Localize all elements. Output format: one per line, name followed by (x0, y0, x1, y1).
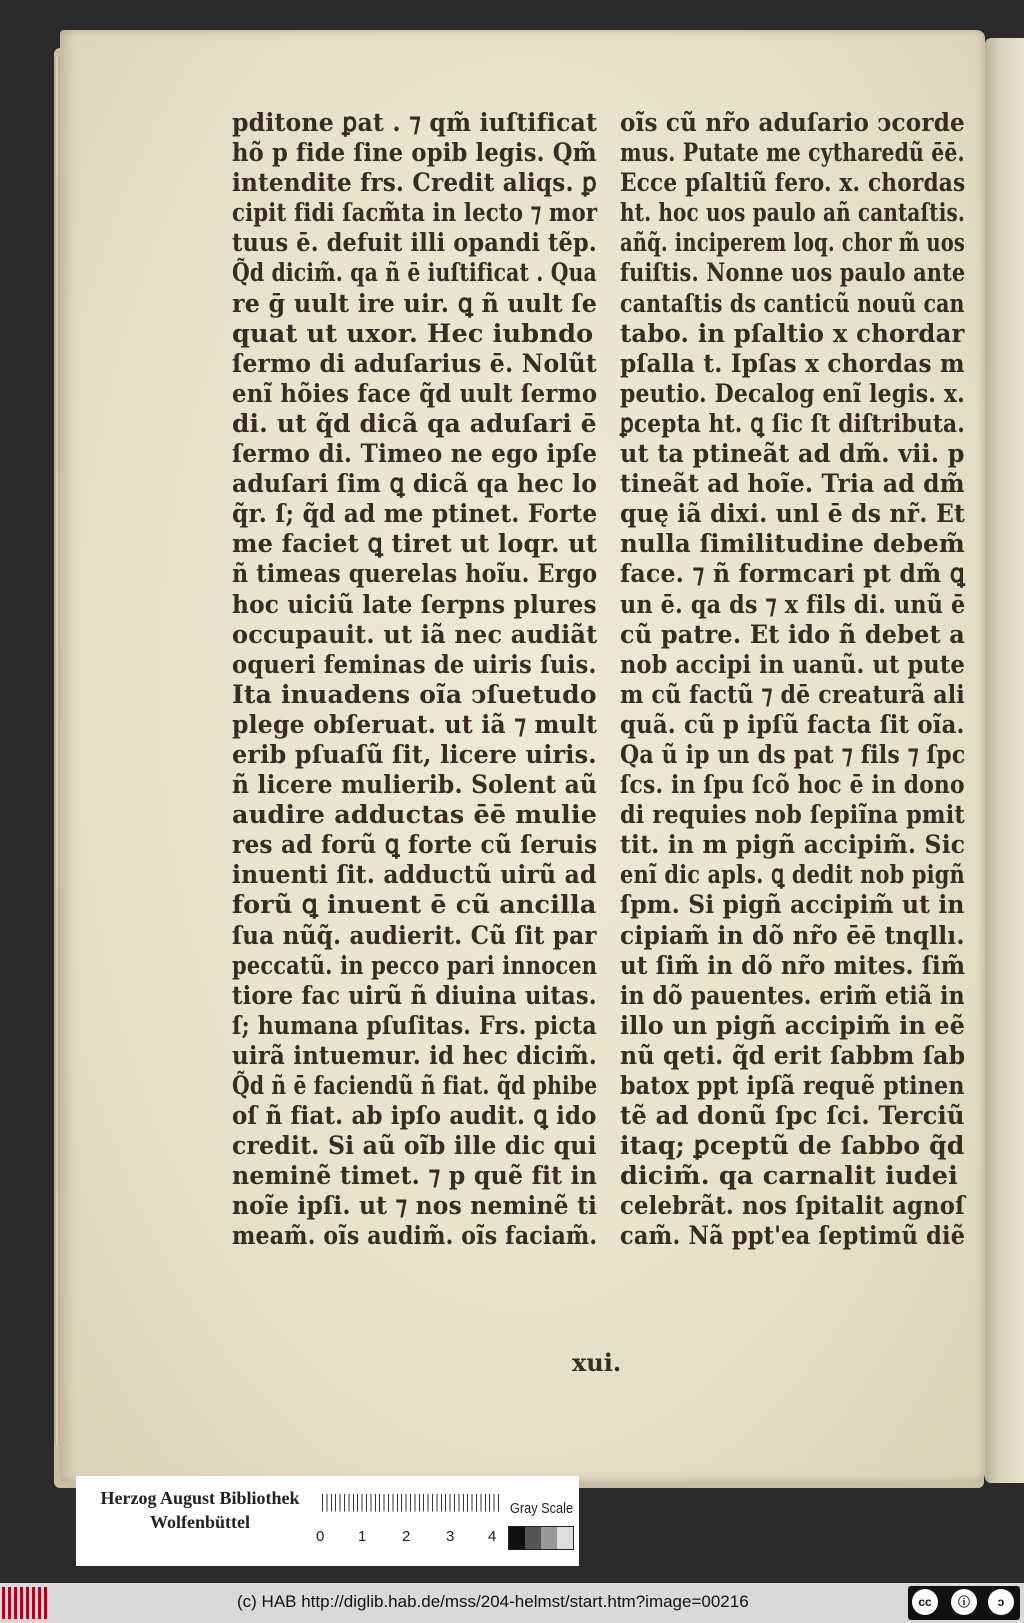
gray-scale-swatch (525, 1527, 541, 1549)
manuscript-line: oqueri feminas de uiris ſuis. (232, 649, 597, 680)
left-text-column (232, 108, 597, 1252)
manuscript-line: erib pſuaſũ ſit, licere uiris. (232, 739, 597, 770)
copyright-link[interactable]: (c) HAB http://diglib.hab.de/mss/204-helmst/start.htm?image=00216 (237, 1592, 749, 1611)
ruler-scale (322, 1494, 500, 1523)
manuscript-line: aduſari ſim ꝗ dicã qa hec lo (232, 469, 598, 500)
next-page-edge (985, 38, 1024, 1483)
manuscript-line: ut ta ptineãt ad dm̃. vii. p (620, 439, 965, 470)
manuscript-line: illo un pigñ accipim̃ in eẽ (620, 1010, 966, 1041)
ruler-number: 1 (358, 1528, 367, 1545)
manuscript-line: neminẽ timet. ⁊ p quẽ fit in (232, 1161, 598, 1192)
manuscript-line: di. ut q̃d dicã qa aduſari ē (232, 408, 597, 439)
manuscript-line: uirã intuemur. id hec dicim̃. (232, 1040, 597, 1071)
manuscript-line: cipiam̃ in dõ nr̃o ēē tnqllı. (620, 920, 965, 951)
manuscript-line: un ē. qa ds ⁊ x fils di. unũ ē (620, 589, 966, 620)
manuscript-line: me faciet ꝗ tiret ut loqr. ut (232, 529, 598, 560)
manuscript-line: Ita inuadens oĩa ↄſuetudo (232, 679, 597, 710)
manuscript-line: cũ patre. Et ido ñ debet a (620, 619, 965, 650)
manuscript-line: face. ⁊ ñ formcari pt dm̃ ꝗ (620, 559, 965, 590)
ruler-numbers (316, 1528, 506, 1550)
ruler-number: 4 (488, 1528, 497, 1545)
manuscript-line: re ḡ uult ire uir. ꝗ ñ uult ſe (232, 288, 598, 319)
manuscript-line: ſpm. Si pigñ accipim̃ ut in (620, 890, 965, 921)
footer-bar (0, 1583, 1024, 1623)
manuscript-line: q̃r. ſ; q̃d ad me ptinet. Forte (232, 499, 598, 530)
manuscript-line: forũ ꝗ inuent ē cũ ancilla (232, 890, 597, 921)
manuscript-line: ſermo di aduſarius ē. Nolũt (232, 348, 597, 379)
manuscript-line: batox ppt ipſã requẽ ptinen (620, 1071, 965, 1101)
manuscript-line: dicim̃. qa carnalit iudei (620, 1161, 959, 1192)
manuscript-line: hõ p fide ſine opib legis. Qm̃ (232, 138, 597, 169)
manuscript-line: res ad forũ ꝗ forte cũ ſeruis (232, 830, 598, 861)
manuscript-line: pſalla t. Ipſas x chordas m (620, 348, 965, 379)
manuscript-line: in dõ pauentes. erim̃ etiã in (620, 980, 965, 1011)
manuscript-line: noĩe ipſi. ut ⁊ nos neminẽ ti (232, 1191, 598, 1222)
manuscript-line: tuus ē. defuit illi opandi tẽp. (232, 228, 597, 259)
gray-scale-swatch (557, 1527, 573, 1549)
library-name-line2: Wolfenbüttel (149, 1512, 250, 1532)
manuscript-line: nũ qeti. q̃d erit ſabbm ſab (620, 1040, 966, 1071)
manuscript-line: quę iã dixi. unl ē ds nr̃. Et (620, 499, 966, 530)
library-label (76, 1476, 579, 1566)
manuscript-line: ñ timeas querelas hoĩu. Ergo (232, 559, 598, 590)
gray-scale-swatch (541, 1527, 557, 1549)
cc-icon: cc (912, 1589, 938, 1615)
attribution-icon: ⓘ (951, 1589, 977, 1615)
manuscript-line: di requies nob ſepiĩna pmit (620, 800, 965, 831)
manuscript-line: añq̃. inciperem loq. chor m̃ uos (620, 228, 966, 259)
manuscript-line: ſcs. in ſpu ſcõ hoc ē in dono (620, 770, 965, 801)
manuscript-line: mus. Putate me cytharedũ ēē. (620, 138, 965, 169)
manuscript-line: hoc uiciũ late ſerpns plures (232, 589, 597, 620)
manuscript-line: quat ut uxor. Hec iubndo (232, 318, 594, 349)
manuscript-line: peccatũ. in pecco pari innocen (232, 950, 598, 981)
manuscript-line: enĩ dic apls. ꝗ dedit nob pigñ (620, 860, 965, 891)
gray-scale-swatch (509, 1527, 525, 1549)
manuscript-line: ꝑcepta ht. ꝗ ſic ſt diſtributa. (620, 408, 965, 439)
manuscript-line: oſ ñ fiat. ab ipſo audit. ꝗ ido (232, 1101, 597, 1132)
share-alike-icon: ↄ (988, 1589, 1014, 1615)
creative-commons-badge[interactable] (908, 1586, 1020, 1620)
manuscript-line: cantaſtis ds canticũ nouũ can (620, 288, 965, 319)
manuscript-line: ſ; humana pſuſitas. Frs. picta (232, 1010, 597, 1041)
manuscript-line: quã. cũ p ipſũ facta ſit oĩa. (620, 709, 965, 740)
folio-number: xui. (572, 1348, 622, 1377)
manuscript-line: nob accipi in uanũ. ut pute (620, 649, 965, 680)
manuscript-line: cipit fidi ſacm̃ta in lecto ⁊ mor (232, 198, 598, 229)
manuscript-line: celebrãt. nos ſpitalit agnoſ (620, 1191, 966, 1222)
manuscript-line: Qa ũ ip un ds pat ⁊ fils ⁊ ſpc (620, 739, 966, 770)
manuscript-line: plege obſeruat. ut iã ⁊ mult (232, 709, 598, 740)
manuscript-line: inuenti ſit. adductũ uirũ ad (232, 860, 597, 891)
manuscript-line: Q̃d dicim̃. qa ñ ē iuſtificat . Qua (232, 258, 597, 289)
manuscript-line: m cũ factũ ⁊ dē creaturã ali (620, 679, 965, 710)
hab-logo-icon[interactable] (2, 1587, 48, 1619)
manuscript-line: intendite frs. Credit aliqs. ꝑ (232, 168, 597, 199)
library-name-line1: Herzog August Bibliothek (100, 1488, 300, 1508)
manuscript-line: nulla ſimilitudine debem̃ (620, 529, 965, 560)
right-text-column (620, 108, 965, 1252)
manuscript-line: cam̃. Nã ppt'ea ſeptimũ diẽ (620, 1221, 966, 1252)
gray-scale-bar (508, 1526, 574, 1550)
manuscript-line: tit. in m pigñ accipim̃. Sic (620, 830, 966, 861)
manuscript-line: Q̃d ñ ē faciendũ ñ fiat. q̃d phibe (232, 1071, 598, 1101)
manuscript-line: peutio. Decalog enĩ legis. x. (620, 378, 965, 409)
ruler-number: 3 (446, 1528, 455, 1545)
manuscript-line: ñ licere mulierib. Solent aũ (232, 770, 598, 801)
manuscript-line: ht. hoc uos paulo añ cantaſtis. (620, 198, 965, 229)
library-name (94, 1486, 306, 1534)
manuscript-line: tineãt ad hoĩe. Tria ad dm̃ (620, 469, 965, 500)
ruler-number: 0 (316, 1528, 325, 1545)
manuscript-line: fuiſtis. Nonne uos paulo ante (620, 258, 966, 289)
manuscript-line: ſermo di. Timeo ne ego ipſe (232, 439, 598, 470)
gray-scale-label: Gray Scale (510, 1500, 574, 1517)
manuscript-line: tabo. in pſaltio x chordar (620, 318, 965, 349)
manuscript-line: audire adductas ēē mulie (232, 800, 598, 831)
manuscript-line: credit. Si aũ oĩb ille dic qui (232, 1131, 597, 1162)
manuscript-line: Ecce pſaltiũ fero. x. chordas (620, 168, 966, 199)
manuscript-line: meam̃. oĩs audim̃. oĩs faciam̃. (232, 1221, 598, 1252)
manuscript-line: ut ſim̃ in dõ nr̃o mites. ſim̃ (620, 950, 966, 981)
manuscript-line: tẽ ad donũ ſpc ſci. Terciũ (620, 1101, 965, 1132)
manuscript-line: occupauit. ut iã nec audiãt (232, 619, 598, 650)
ruler-number: 2 (402, 1528, 411, 1545)
manuscript-line: pditone ꝑat . ⁊ qm̃ iuſtificat (232, 108, 598, 138)
manuscript-line: ſua nũq̃. audierit. Cũ ſit par (232, 920, 597, 951)
manuscript-line: tiore fac uirũ ñ diuina uitas. (232, 980, 597, 1011)
manuscript-line: itaq; ꝑceptũ de ſabbo q̃d (620, 1131, 965, 1162)
manuscript-line: enĩ hõies face q̃d uult ſermo (232, 378, 598, 409)
manuscript-line: oĩs cũ nr̃o aduſario ↄcorde (620, 108, 965, 138)
